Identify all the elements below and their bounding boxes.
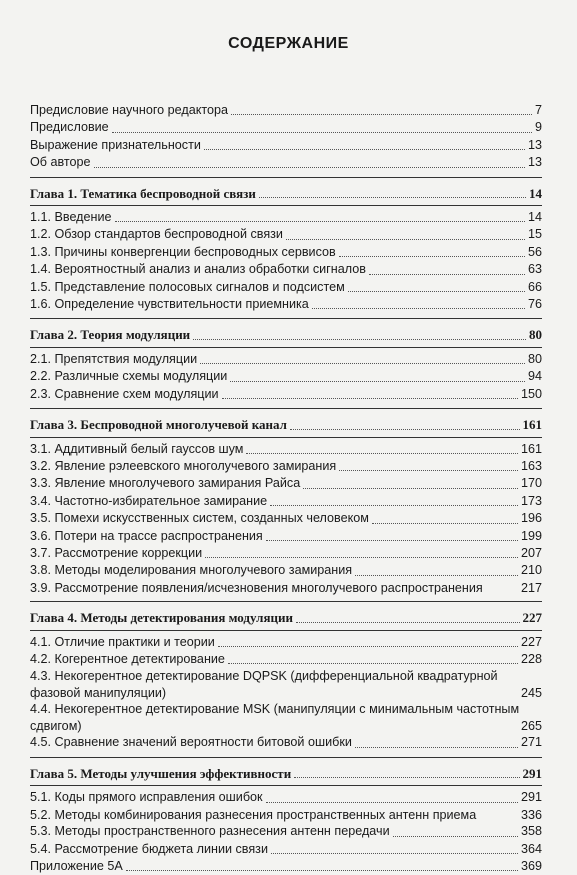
section-item	[30, 858, 542, 875]
entry-title: 2.2. Различные схемы модуляции	[30, 369, 228, 384]
entry-title: Приложение 5А	[30, 859, 123, 873]
entry-title: 3.2. Явление рэлеевского многолучевого замирания	[30, 458, 337, 473]
page-number: 80	[527, 351, 542, 366]
entry-title: 1.4. Вероятностный анализ и анализ обработки сигналов	[30, 262, 366, 277]
dot-leader	[303, 488, 518, 489]
section-item	[30, 701, 542, 734]
dot-leader	[115, 221, 525, 222]
entry-title: 1.2. Обзор стандартов беспроводной связи	[30, 227, 283, 242]
front-matter-item	[30, 137, 542, 154]
entry-title: Предисловие	[30, 120, 109, 135]
page-number: 163	[520, 458, 542, 473]
page-number: 14	[529, 185, 542, 201]
entry-title: Выражение признательности	[30, 137, 201, 152]
page-number: 358	[520, 824, 542, 839]
page-number: 13	[527, 155, 542, 170]
section-item	[30, 651, 542, 668]
page-number: 196	[520, 511, 542, 526]
section-item	[30, 351, 542, 368]
entry-title: 4.3. Некогерентное детектирование DQPSK (дифференциальной квадратурной фазовой манипуляции)	[30, 669, 498, 700]
page-number: 245	[520, 685, 542, 700]
front-matter	[30, 102, 542, 172]
chapter-divider	[30, 177, 542, 178]
section-item	[30, 634, 542, 651]
entry-title: 1.1. Введение	[30, 210, 112, 225]
dot-leader	[266, 802, 518, 803]
page-number: 94	[527, 369, 542, 384]
entry-title: Предисловие научного редактора	[30, 103, 229, 117]
dot-leader	[339, 470, 518, 471]
chapter-heading	[30, 322, 542, 346]
dot-leader	[355, 747, 518, 748]
entry-title: Глава 2. Теория модуляции	[30, 327, 191, 343]
section-item	[30, 226, 542, 243]
chapter-divider	[30, 601, 542, 602]
dot-leader	[290, 429, 520, 430]
dot-leader	[205, 557, 518, 558]
page-number: 66	[527, 279, 542, 294]
chapter-divider	[30, 408, 542, 409]
section-item	[30, 510, 542, 527]
dot-leader	[270, 505, 518, 506]
dot-leader	[369, 274, 525, 275]
page-number: 76	[527, 297, 542, 312]
section-item	[30, 475, 542, 492]
page-number: 227	[520, 634, 542, 649]
entry-title: 5.1. Коды прямого исправления ошибок	[30, 790, 263, 805]
chapter-divider	[30, 630, 542, 631]
section-item	[30, 562, 542, 579]
entry-title: 4.5. Сравнение значений вероятности битовой ошибки	[30, 735, 352, 750]
page-number: 265	[520, 718, 542, 733]
entry-title: Глава 3. Беспроводной многолучевой канал	[30, 417, 287, 433]
page-number: 227	[522, 610, 542, 626]
dot-leader	[339, 256, 525, 257]
page-number: 199	[520, 528, 542, 543]
section-item	[30, 528, 542, 545]
entry-title: 1.5. Представление полосовых сигналов и подсистем	[30, 279, 345, 294]
dot-leader	[372, 523, 518, 524]
chapter-heading	[30, 605, 542, 629]
entry-title: 3.4. Частотно-избирательное замирание	[30, 493, 268, 508]
page-number: 15	[527, 227, 542, 242]
section-item	[30, 734, 542, 751]
page-number: 336	[520, 807, 542, 822]
chapter-heading	[30, 181, 542, 205]
entry-title: 2.1. Препятствия модуляции	[30, 351, 198, 366]
chapter-divider	[30, 318, 542, 319]
section-item	[30, 368, 542, 385]
page-number: 271	[520, 735, 542, 750]
dot-leader	[193, 339, 526, 340]
section-item	[30, 668, 542, 701]
section-item	[30, 458, 542, 475]
page-title: СОДЕРЖАНИЕ	[228, 35, 349, 52]
table-of-contents	[30, 102, 542, 875]
entry-title: 5.3. Методы пространственного разнесения антенн передачи	[30, 824, 390, 839]
entry-title: 3.9. Рассмотрение появления/исчезновения многолучевого распространения	[30, 580, 483, 595]
dot-leader	[355, 575, 518, 576]
entry-title: 3.1. Аддитивный белый гауссов шум	[30, 441, 244, 456]
section-item	[30, 545, 542, 562]
entry-title: 3.5. Помехи искусственных систем, созданных человеком	[30, 511, 369, 526]
entry-title: 4.1. Отличие практики и теории	[30, 634, 215, 649]
chapter-divider	[30, 205, 542, 206]
chapter-divider	[30, 347, 542, 348]
section-item	[30, 296, 542, 313]
chapter-divider	[30, 757, 542, 758]
section-item	[30, 493, 542, 510]
dot-leader	[228, 663, 518, 664]
front-matter-item	[30, 102, 542, 119]
dot-leader	[94, 167, 525, 168]
page-number: 13	[527, 137, 542, 152]
front-matter-item	[30, 154, 542, 171]
entry-title: Об авторе	[30, 155, 91, 170]
page-number: 150	[520, 386, 542, 401]
section-item	[30, 386, 542, 403]
front-matter-item	[30, 119, 542, 136]
entry-title: 5.2. Методы комбинирования разнесения пространственных антенн приема	[30, 807, 477, 822]
page-number: 63	[527, 262, 542, 277]
dot-leader	[286, 239, 525, 240]
page-number: 173	[520, 493, 542, 508]
chapters	[30, 177, 542, 875]
entry-title: Глава 4. Методы детектирования модуляции	[30, 610, 293, 626]
page-number: 210	[520, 563, 542, 578]
section-item	[30, 261, 542, 278]
section-item	[30, 823, 542, 840]
page-number: 56	[527, 244, 542, 259]
entry-title: 4.2. Когерентное детектирование	[30, 652, 225, 667]
dot-leader	[112, 132, 532, 133]
dot-leader	[222, 398, 518, 399]
entry-title: 1.6. Определение чувствительности приемника	[30, 297, 309, 312]
dot-leader	[230, 381, 525, 382]
dot-leader	[246, 453, 518, 454]
section-item	[30, 580, 542, 597]
section-item	[30, 841, 542, 858]
dot-leader	[200, 363, 525, 364]
section-item	[30, 209, 542, 226]
entry-title: 4.4. Некогерентное детектирование MSK (манипуляции с минимальным частотным сдвигом)	[30, 702, 520, 733]
chapter-heading	[30, 412, 542, 436]
dot-leader	[271, 853, 518, 854]
entry-title: 3.8. Методы моделирования многолучевого замирания	[30, 563, 353, 578]
page-number: 161	[522, 417, 542, 433]
entry-title: Глава 1. Тематика беспроводной связи	[30, 185, 256, 201]
entry-title: 2.3. Сравнение схем модуляции	[30, 386, 219, 401]
page-number: 369	[520, 859, 542, 873]
page-number: 9	[534, 120, 542, 135]
dot-leader	[204, 149, 525, 150]
dot-leader	[393, 836, 518, 837]
chapter-heading	[30, 761, 542, 785]
page-number: 170	[520, 476, 542, 491]
chapter-divider	[30, 785, 542, 786]
section-item	[30, 789, 542, 806]
page-number: 161	[520, 441, 542, 456]
entry-title: Глава 5. Методы улучшения эффективности	[30, 765, 292, 781]
section-item	[30, 279, 542, 296]
dot-leader	[259, 197, 526, 198]
page-number: 291	[520, 790, 542, 805]
page-number: 14	[527, 210, 542, 225]
entry-title: 3.3. Явление многолучевого замирания Райса	[30, 476, 301, 491]
entry-title: 3.7. Рассмотрение коррекции	[30, 545, 203, 560]
dot-leader	[294, 777, 519, 778]
page-number: 80	[529, 327, 542, 343]
page-number: 7	[534, 103, 542, 117]
chapter-divider	[30, 437, 542, 438]
dot-leader	[218, 646, 518, 647]
section-item	[30, 244, 542, 261]
dot-leader	[312, 308, 525, 309]
page-number: 364	[520, 841, 542, 856]
page-number: 207	[520, 545, 542, 560]
dot-leader	[348, 291, 525, 292]
dot-leader	[296, 622, 520, 623]
dot-leader	[266, 540, 518, 541]
dot-leader	[126, 870, 518, 871]
page-number: 217	[520, 580, 542, 595]
entry-title: 5.4. Рассмотрение бюджета линии связи	[30, 841, 268, 856]
page-number: 291	[522, 765, 542, 781]
section-item	[30, 807, 542, 824]
entry-title: 1.3. Причины конвергенции беспроводных сервисов	[30, 244, 336, 259]
dot-leader	[231, 114, 532, 115]
entry-title: 3.6. Потери на трассе распространения	[30, 528, 263, 543]
section-item	[30, 441, 542, 458]
page-number: 228	[520, 652, 542, 667]
